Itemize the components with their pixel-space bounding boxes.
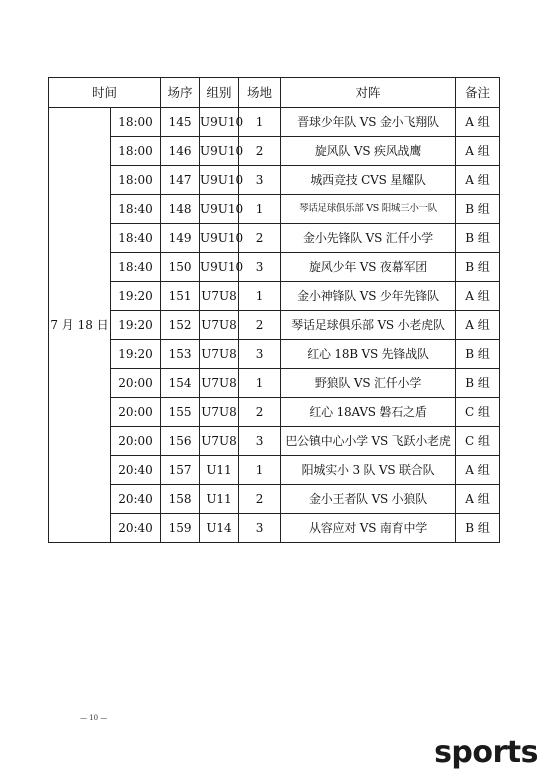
seq-cell: 145 [161, 108, 200, 137]
match-cell: 野狼队 VS 汇仟小学 [281, 369, 456, 398]
group-cell: U7U8 [200, 311, 239, 340]
time-cell: 20:00 [111, 369, 161, 398]
match-cell: 阳城实小 3 队 VS 联合队 [281, 456, 456, 485]
match-cell: 旋风队 VS 疾风战鹰 [281, 137, 456, 166]
table-row [49, 456, 500, 485]
table-row [49, 282, 500, 311]
time-cell: 18:00 [111, 108, 161, 137]
header-note: 备注 [456, 78, 500, 108]
match-cell: 从容应对 VS 南育中学 [281, 514, 456, 543]
group-cell: U7U8 [200, 427, 239, 456]
match-cell: 金小先锋队 VS 汇仟小学 [281, 224, 456, 253]
note-cell: A 组 [456, 137, 500, 166]
time-cell: 18:00 [111, 166, 161, 195]
field-cell: 3 [239, 340, 281, 369]
header-time: 时间 [49, 78, 161, 108]
field-cell: 3 [239, 166, 281, 195]
note-cell: A 组 [456, 485, 500, 514]
note-cell: A 组 [456, 311, 500, 340]
table-row [49, 485, 500, 514]
note-cell: B 组 [456, 195, 500, 224]
note-cell: A 组 [456, 166, 500, 195]
header-group: 组别 [200, 78, 239, 108]
time-cell: 20:40 [111, 485, 161, 514]
field-cell: 2 [239, 485, 281, 514]
table-row [49, 340, 500, 369]
seq-cell: 151 [161, 282, 200, 311]
group-cell: U11 [200, 485, 239, 514]
time-cell: 20:40 [111, 514, 161, 543]
seq-cell: 148 [161, 195, 200, 224]
note-cell: B 组 [456, 514, 500, 543]
match-cell: 红心 18AVS 磐石之盾 [281, 398, 456, 427]
group-cell: U11 [200, 456, 239, 485]
seq-cell: 150 [161, 253, 200, 282]
match-cell: 金小神锋队 VS 少年先锋队 [281, 282, 456, 311]
field-cell: 2 [239, 137, 281, 166]
note-cell: C 组 [456, 427, 500, 456]
seq-cell: 146 [161, 137, 200, 166]
field-cell: 1 [239, 369, 281, 398]
match-cell: 红心 18B VS 先锋战队 [281, 340, 456, 369]
field-cell: 2 [239, 311, 281, 340]
table-row [49, 224, 500, 253]
seq-cell: 147 [161, 166, 200, 195]
header-seq: 场序 [161, 78, 200, 108]
table-row [49, 253, 500, 282]
table-row [49, 108, 500, 137]
time-cell: 18:40 [111, 224, 161, 253]
header-field: 场地 [239, 78, 281, 108]
seq-cell: 149 [161, 224, 200, 253]
table-row [49, 311, 500, 340]
note-cell: A 组 [456, 282, 500, 311]
field-cell: 2 [239, 398, 281, 427]
match-cell: 旋风少年 VS 夜幕军团 [281, 253, 456, 282]
field-cell: 3 [239, 427, 281, 456]
field-cell: 2 [239, 224, 281, 253]
header-match: 对阵 [281, 78, 456, 108]
match-cell: 巴公镇中心小学 VS 飞跃小老虎 [281, 427, 456, 456]
field-cell: 1 [239, 195, 281, 224]
note-cell: A 组 [456, 456, 500, 485]
field-cell: 3 [239, 253, 281, 282]
group-cell: U14 [200, 514, 239, 543]
note-cell: C 组 [456, 398, 500, 427]
time-cell: 19:20 [111, 282, 161, 311]
group-cell: U7U8 [200, 398, 239, 427]
field-cell: 3 [239, 514, 281, 543]
match-cell: 琴话足球俱乐部 VS 小老虎队 [281, 311, 456, 340]
schedule-table [48, 77, 500, 543]
group-cell: U9U10 [200, 195, 239, 224]
match-cell: 城西竞技 CVS 星耀队 [281, 166, 456, 195]
seq-cell: 154 [161, 369, 200, 398]
field-cell: 1 [239, 108, 281, 137]
time-cell: 18:40 [111, 253, 161, 282]
page-number: — 10 — [80, 714, 108, 722]
table-row [49, 427, 500, 456]
time-cell: 18:40 [111, 195, 161, 224]
match-cell: 金小王者队 VS 小狼队 [281, 485, 456, 514]
table-row [49, 398, 500, 427]
table-row [49, 514, 500, 543]
group-cell: U9U10 [200, 166, 239, 195]
seq-cell: 159 [161, 514, 200, 543]
table-row [49, 369, 500, 398]
time-cell: 20:00 [111, 427, 161, 456]
field-cell: 1 [239, 282, 281, 311]
seq-cell: 156 [161, 427, 200, 456]
group-cell: U7U8 [200, 340, 239, 369]
seq-cell: 152 [161, 311, 200, 340]
seq-cell: 158 [161, 485, 200, 514]
note-cell: B 组 [456, 224, 500, 253]
table-row [49, 137, 500, 166]
note-cell: B 组 [456, 369, 500, 398]
table-header-row [49, 78, 500, 108]
time-cell: 18:00 [111, 137, 161, 166]
time-cell: 20:00 [111, 398, 161, 427]
match-cell: 琴话足球俱乐部 VS 阳城三小一队 [281, 195, 456, 224]
group-cell: U7U8 [200, 282, 239, 311]
time-cell: 19:20 [111, 340, 161, 369]
group-cell: U9U10 [200, 137, 239, 166]
match-cell: 晋球少年队 VS 金小飞翔队 [281, 108, 456, 137]
table-row [49, 195, 500, 224]
time-cell: 20:40 [111, 456, 161, 485]
date-cell: 7 月 18 日 [49, 108, 111, 543]
group-cell: U9U10 [200, 253, 239, 282]
table-row [49, 166, 500, 195]
note-cell: A 组 [456, 108, 500, 137]
sports-logo: sports [434, 735, 538, 770]
seq-cell: 153 [161, 340, 200, 369]
note-cell: B 组 [456, 340, 500, 369]
group-cell: U9U10 [200, 224, 239, 253]
note-cell: B 组 [456, 253, 500, 282]
seq-cell: 157 [161, 456, 200, 485]
seq-cell: 155 [161, 398, 200, 427]
group-cell: U9U10 [200, 108, 239, 137]
time-cell: 19:20 [111, 311, 161, 340]
field-cell: 1 [239, 456, 281, 485]
group-cell: U7U8 [200, 369, 239, 398]
